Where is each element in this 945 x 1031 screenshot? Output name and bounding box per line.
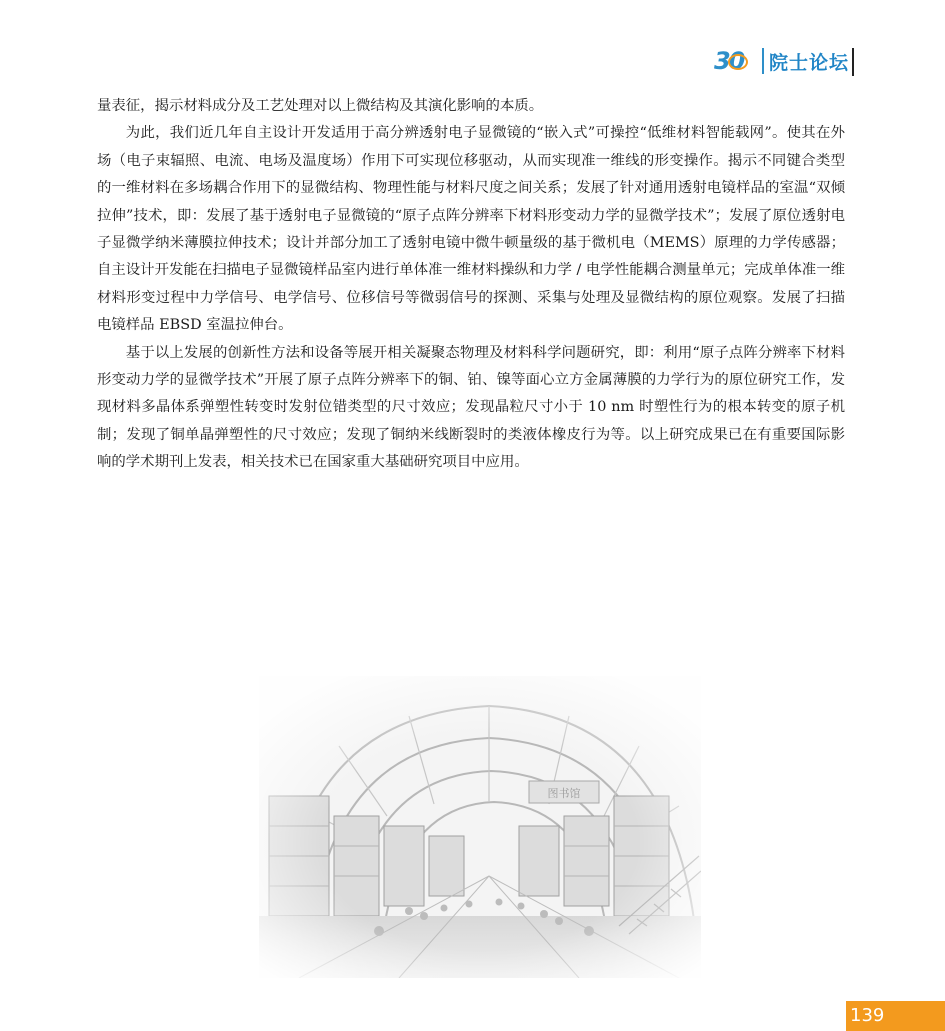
paragraph-1: 量表征，揭示材料成分及工艺处理对以上微结构及其演化影响的本质。 xyxy=(97,98,544,114)
paragraph-3: 基于以上发展的创新性方法和设备等展开相关凝聚态物理及材料科学问题研究，即：利用“原子点阵分辨率下材料形变动力学的显微学技术”开展了原子点阵分辨率下的铜、铂、镍等面心立方金属薄膜的力学行为的原位研究工作，发现材料多晶体系弹塑性转变时发射位错类型的尺寸效应；发现晶粒尺寸小于 10 nm 时塑性行为的根本转变的原子机制；发现了铜单晶弹塑性的尺寸效应；发现了铜纳米线断裂时的类液体橡皮行为等。以上研究成果已在有重要国际影响的学术期刊上发表，相关技术已在国家重大基础研究项目中应用。 xyxy=(97,344,845,471)
paragraph-2: 为此，我们近几年自主设计开发适用于高分辨透射电子显微镜的“嵌入式”可操控“低维材料智能载网”。使其在外场（电子束辐照、电流、电场及温度场）作用下可实现位移驱动，从而实现准一维线的形变操作。揭示不同键合类型的一维材料在多场耦合作用下的显微结构、物理性能与材料尺度之间关系；发展了针对通用透射电镜样品的室温“双倾拉伸”技术，即：发展了基于透射电子显微镜的“原子点阵分辨率下材料形变动力学的显微学技术”；发展了原位透射电子显微学纳米薄膜拉伸技术；设计并部分加工了透射电镜中微牛顿量级的基于微机电（MEMS）原理的力学传感器；自主设计开发能在扫描电子显微镜样品室内进行单体准一维材料操纵和力学 / 电学性能耦合测量单元；完成单体准一维材料形变过程中力学信号、电学信号、位移信号等微弱信号的探测、采集与处理及显微结构的原位观察。发展了扫描电镜样品 EBSD 室温拉伸台。 xyxy=(97,125,845,334)
section-title: 院士论坛 xyxy=(768,51,849,74)
logo-ring-icon xyxy=(728,54,748,70)
header-rule xyxy=(852,48,854,76)
page-header xyxy=(714,44,849,78)
page-number: 139 xyxy=(850,1005,885,1026)
hall-photo xyxy=(259,676,701,978)
page-number-tab xyxy=(846,1001,945,1031)
article-body xyxy=(97,93,845,477)
anniversary-logo xyxy=(714,46,758,76)
header-divider xyxy=(762,48,764,74)
logo-number: 30 xyxy=(713,47,744,75)
